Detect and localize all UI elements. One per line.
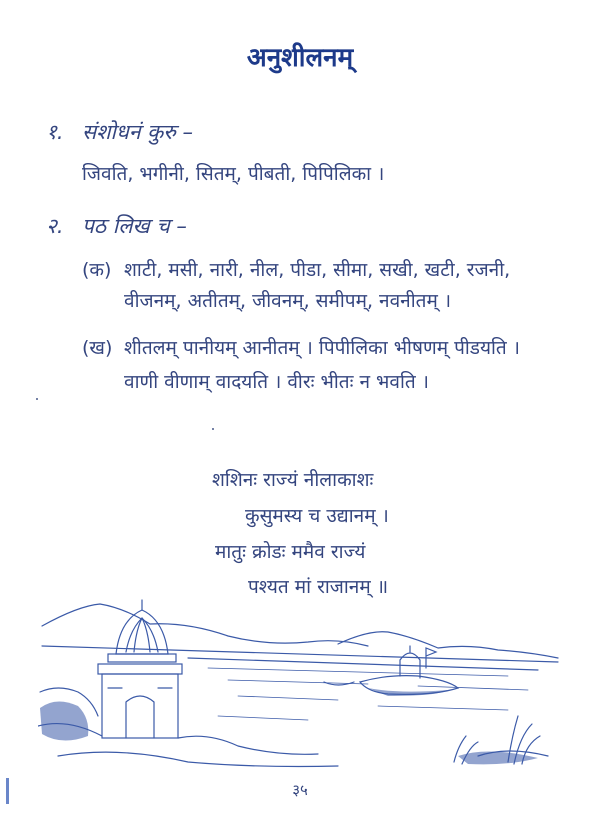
exercise-2-number: २.	[46, 214, 64, 238]
part-ka-line-1: शाटी, मसी, नारी, नील, पीडा, सीमा, सखी, खटी, रजनी,	[124, 259, 511, 281]
lake-shrine-illustration	[38, 596, 568, 772]
exercise-1-heading	[46, 118, 193, 146]
page-title: अनुशीलनम्	[246, 43, 354, 73]
print-dot	[212, 428, 214, 430]
part-kha-line-1: शीतलम् पानीयम् आनीतम् । पिपीलिका भीषणम् पीडयति ।	[124, 337, 520, 359]
exercise-2-title: पठ लिख च –	[82, 214, 187, 238]
part-kha-label: (ख)	[82, 337, 113, 359]
part-ka-label: (क)	[82, 259, 112, 281]
poem-line-4: पश्यत मां राजानम् ॥	[248, 576, 389, 598]
poem-line-2: कुसुमस्य च उद्यानम् ।	[245, 505, 389, 527]
part-kha-line-2: वाणी वीणाम् वादयति । वीरः भीतः न भवति ।	[124, 371, 429, 393]
page-number: ३५	[292, 781, 308, 799]
exercise-1-number: १.	[46, 120, 64, 144]
print-dot	[36, 398, 38, 400]
part-ka-line-2: वीजनम्, अतीतम्, जीवनम्, समीपम्, नवनीतम् ।	[124, 290, 452, 312]
exercise-2-heading	[46, 212, 187, 240]
poem-line-1: शशिनः राज्यं नीलाकाशः	[212, 469, 374, 491]
poem-line-3: मातुः क्रोडः ममैव राज्यं	[215, 541, 366, 563]
exercise-1-title: संशोधनं कुरु –	[82, 120, 194, 144]
exercise-1-line: जिवति, भगीनी, सितम्, पीबती, पिपिलिका ।	[82, 163, 385, 185]
